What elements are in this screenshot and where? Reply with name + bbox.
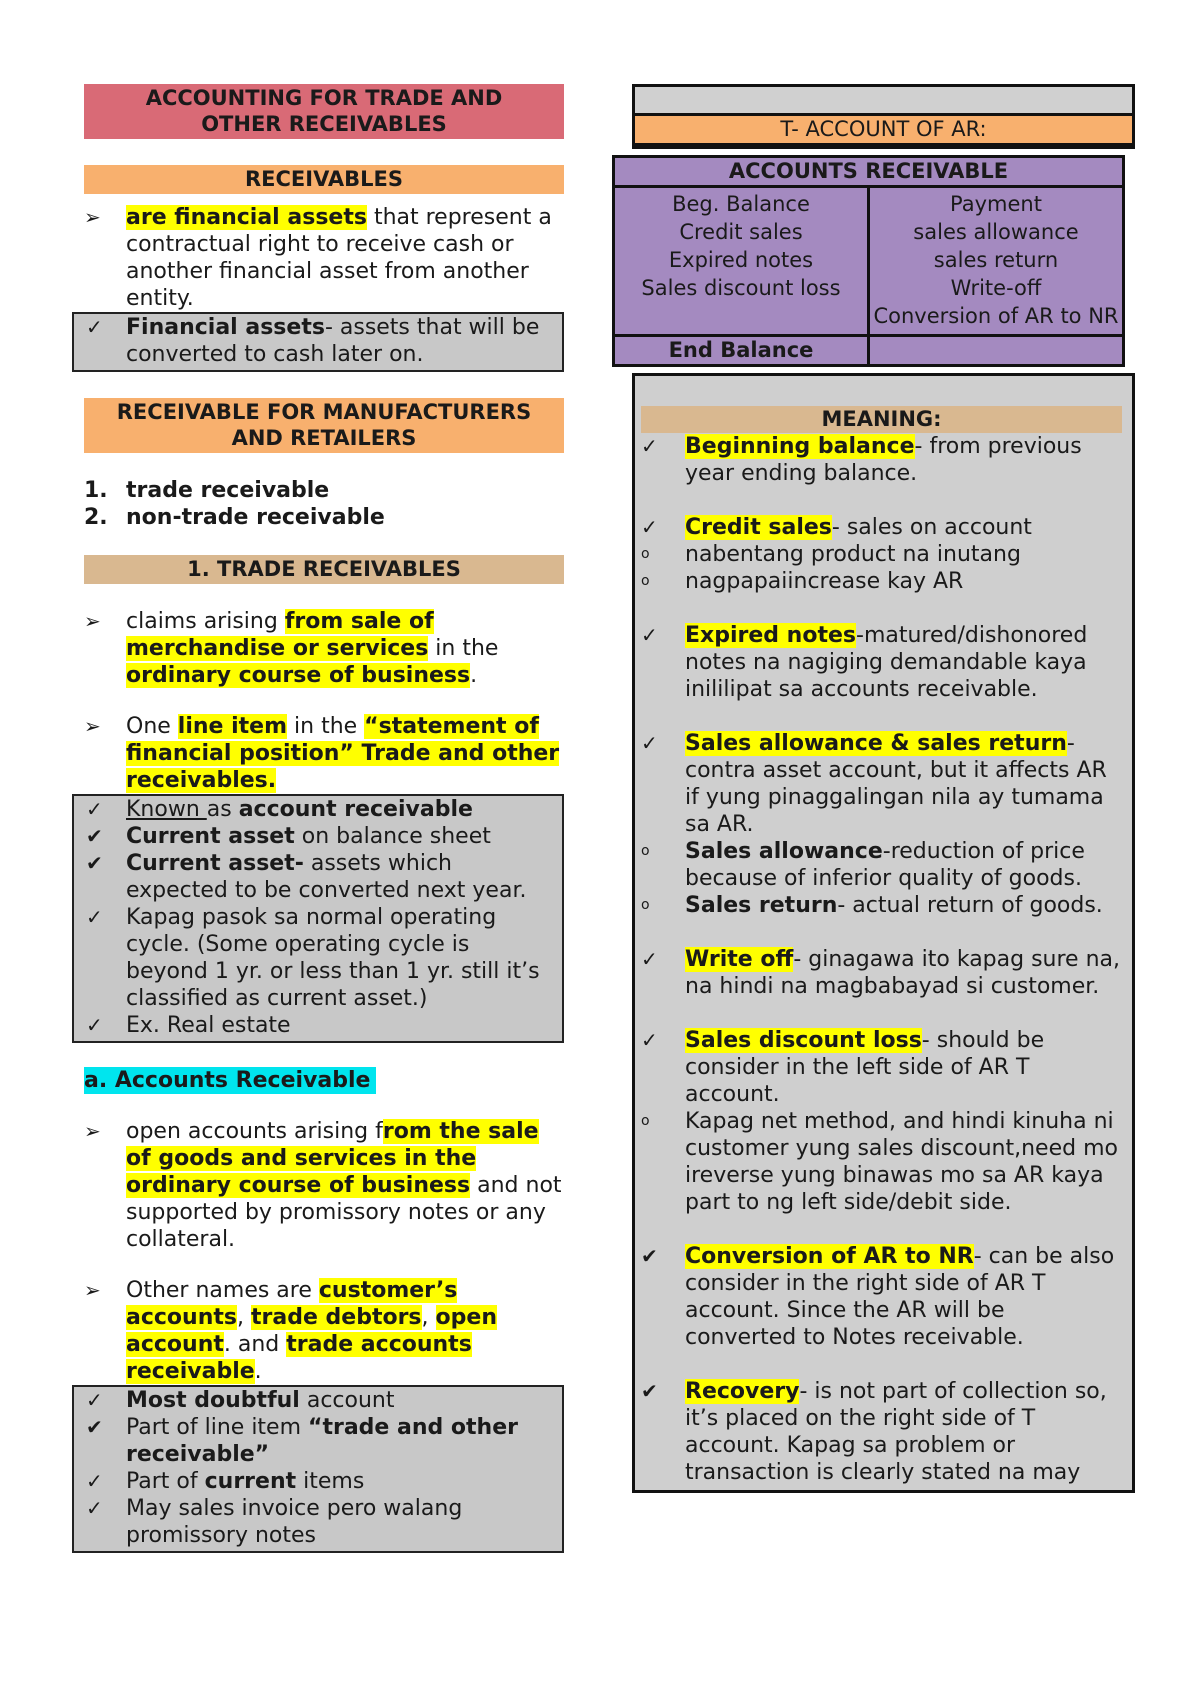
check-icon: ✓	[641, 515, 658, 539]
check-icon: ✓	[641, 947, 658, 971]
check-icon: ✓	[86, 1496, 103, 1520]
accounts-receivable-table	[612, 155, 1125, 367]
heavy-check-icon: ✔	[641, 1379, 658, 1403]
end-balance-credit	[870, 337, 1122, 364]
circle-bullet-icon: o	[641, 897, 650, 913]
left-column	[84, 84, 564, 1553]
right-column	[632, 84, 1135, 1493]
trade-receivables-header: 1. TRADE RECEIVABLES	[84, 555, 564, 584]
heavy-check-icon: ✔	[86, 851, 103, 875]
list-item: 1. trade receivable	[84, 478, 330, 503]
check-icon: ✓	[86, 1013, 103, 1037]
arrow-bullet-icon: ➢	[84, 205, 101, 229]
check-icon: ✓	[641, 731, 658, 755]
receivables-definition: ➢ are financial assets that represent a contractual right to receive cash or another financial asset from another entity.	[84, 205, 552, 311]
check-icon: ✓	[86, 797, 103, 821]
line-item-bullet: ➢ One line item in the “statement of financial position” Trade and other receivables.	[84, 714, 560, 793]
check-icon: ✓	[86, 1388, 103, 1412]
credit-side	[870, 188, 1122, 334]
receivables-header: RECEIVABLES	[84, 165, 564, 194]
t-account-box	[632, 84, 1135, 149]
credit-item: Payment	[950, 192, 1042, 216]
accounts-receivable-header: a. Accounts Receivable	[84, 1067, 564, 1094]
debit-item: Credit sales	[679, 220, 803, 244]
check-icon: ✓	[86, 1469, 103, 1493]
t-account-title: T- ACCOUNT OF AR:	[635, 113, 1132, 146]
arrow-bullet-icon: ➢	[84, 714, 101, 738]
circle-bullet-icon: o	[641, 573, 650, 589]
heavy-check-icon: ✔	[641, 1244, 658, 1268]
page-title: ACCOUNTING FOR TRADE AND OTHER RECEIVABLES	[84, 84, 564, 139]
financial-assets-box: ✓ Financial assets- assets that will be converted to cash later on.	[72, 312, 564, 372]
open-accounts-bullet: ➢ open accounts arising from the sale of goods and services in the ordinary course of business and not supported by promissory notes or any collateral.	[84, 1119, 562, 1252]
doubtful-account-box: ✓ Most doubtful account ✔ Part of line item “trade and other receivable” ✓ Part of current items ✓ May sales invoice pero walang promissory notes	[72, 1385, 564, 1553]
end-balance: End Balance	[615, 337, 870, 364]
debit-item: Expired notes	[668, 248, 814, 272]
check-icon: ✓	[641, 1028, 658, 1052]
debit-item: Sales discount loss	[641, 276, 841, 300]
circle-bullet-icon: o	[641, 1113, 650, 1129]
debit-side	[615, 188, 870, 334]
heavy-check-icon: ✔	[86, 824, 103, 848]
manufacturers-header: RECEIVABLE FOR MANUFACTURERS AND RETAILERS	[84, 398, 564, 453]
credit-item: sales allowance	[913, 220, 1079, 244]
check-icon: ✓	[641, 434, 658, 458]
heavy-check-icon: ✔	[86, 1415, 103, 1439]
credit-item: Write-off	[950, 276, 1042, 300]
ar-table-title: ACCOUNTS RECEIVABLE	[615, 158, 1122, 188]
arrow-bullet-icon: ➢	[84, 1278, 101, 1302]
account-receivable-box: ✓ Known as account receivable ✔ Current asset on balance sheet ✔ Current asset- assets which expected to be converted next year. ✓ Kapag pasok sa normal operating cycle. (Some operating cycle is beyond 1 yr. or less than 1 yr. still it’s classified as current asset.) ✓ Ex. Real estate	[72, 794, 564, 1043]
check-icon: ✓	[86, 315, 103, 339]
meaning-box: MEANING: ✓ Beginning balance- from previous year ending balance. ✓ Credit sales- sales on account o nabentang product na inutang o nagpapaiincrease kay AR ✓ Expired notes-matured/dishonored notes na nagiging demandable kaya inililipat sa accounts receivable. ✓ Sales allowance & sales return- contra asset account, but it affects AR if yung pinaggalingan nila ay tumama sa AR. o Sales allowance-reduction of price because of inferior quality of goods. o Sales return- actual return of goods. ✓ Write off- ginagawa ito kapag sure na, na hindi na magbabayad si customer. ✓ Sales discount loss- should be consider in the left side of AR T account. o Kapag net method, and hindi kinuha ni customer yung sales discount,need mo ireverse yung binawas mo sa AR kaya part to ng left side/debit side. ✔ Conversion of AR to NR- can be also consider in the right side of AR T account. Since the AR will be converted to Notes receivable. ✔ Recovery- is not part of collection so, it’s placed on the right side of T account. Kapag sa problem or transaction is clearly stated na may	[632, 373, 1135, 1493]
list-item: 2. non-trade receivable	[84, 505, 385, 530]
meaning-title: MEANING:	[641, 406, 1122, 433]
check-icon: ✓	[86, 905, 103, 929]
arrow-bullet-icon: ➢	[84, 609, 101, 633]
circle-bullet-icon: o	[641, 546, 650, 562]
claims-bullet: ➢ claims arising from sale of merchandise or services in the ordinary course of business.	[84, 609, 499, 688]
other-names-bullet: ➢ Other names are customer’s accounts, trade debtors, open account. and trade accounts receivable.	[84, 1278, 497, 1384]
debit-item: Beg. Balance	[672, 192, 810, 216]
credit-item: Conversion of AR to NR	[873, 304, 1119, 328]
circle-bullet-icon: o	[641, 843, 650, 859]
check-icon: ✓	[641, 623, 658, 647]
arrow-bullet-icon: ➢	[84, 1119, 101, 1143]
credit-item: sales return	[933, 248, 1059, 272]
